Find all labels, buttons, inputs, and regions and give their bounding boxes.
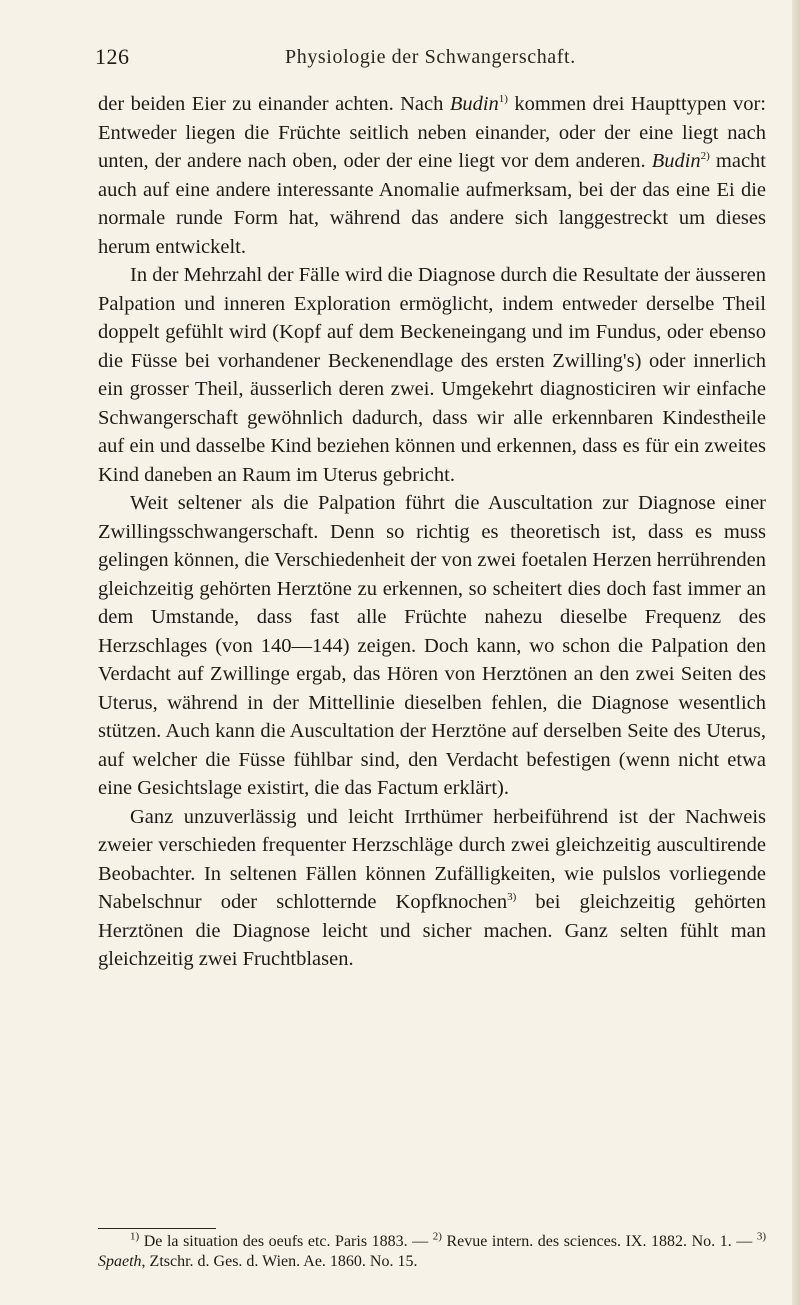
- page-edge-shadow: [792, 0, 800, 1305]
- author-name: Budin: [449, 93, 499, 115]
- footnote-marker: 1): [130, 1230, 140, 1243]
- text-run: Revue intern. des sciences. IX. 1882. No. 1. —: [441, 1233, 757, 1250]
- text-run: Ganz unzuverlässig und leicht Irrthümer herbeiführend ist der Nachweis zweier verschieden frequenter Herzschläge durch zwei gleichzeitig auscultirende Beobachter. In seltenen Fällen können Zufälligkeiten, wie pulslos vorliegende Nabelschnur oder schlotternde Kopfknochen: [98, 805, 766, 913]
- text-run: bei gleichzeitig gehörten Herztönen die Diagnose leicht und sicher machen. Ganz selten fühlt man gleichzeitig zwei Fruchtblasen.: [98, 891, 767, 970]
- footnote-text: [98, 1232, 766, 1272]
- text-run: der beiden Eier zu einander achten. Nach: [98, 93, 450, 115]
- text-run: Weit seltener als die Palpation führt die Auscultation zur Diagnose einer Zwillingsschwangerschaft. Denn so richtig es theoretisch ist, dass es muss gelingen können, die Verschiedenheit der von zwei foetalen Herzen herrührenden gleichzeitig gehörten Herztöne zu erkennen, so scheitert dies doch fast immer an dem Umstande, dass fast alle Früchte nahezu dieselbe Frequenz des Herzschlages (von 140—144) zeigen. Doch kann, wo schon die Palpation den Verdacht auf Zwillinge ergab, das Hören von Herztönen an den zwei Seiten des Uterus, während in der Mittellinie dieselben fehlen, die Diagnose wesentlich stützen. Auch kann die Auscultation der Herztöne auf derselben Seite des Uterus, auf welcher die Füsse fühlbar sind, den Verdacht befestigen (wenn nicht etwa eine Gesichtslage existirt, die das Factum erklärt).: [98, 492, 766, 799]
- author-name: Budin: [651, 150, 701, 172]
- paragraph: [98, 489, 766, 803]
- footnote-marker: 3): [756, 1230, 766, 1243]
- page-number: 126: [95, 44, 130, 69]
- footnote-marker: 3): [507, 891, 517, 904]
- text-run: macht auch auf eine andere interessante Anomalie aufmerksam, bei der das eine Ei die normale runde Form hat, während das andere sich langgestreckt um dieses herum entwickelt.: [98, 150, 766, 258]
- text-run: kommen drei Haupttypen vor: Entweder liegen die Früchte seitlich neben einander, oder der eine liegt nach unten, der andere nach oben, oder der eine liegt vor dem anderen.: [98, 93, 767, 172]
- text-run: In der Mehrzahl der Fälle wird die Diagnose durch die Resultate der äusseren Palpation und inneren Exploration ermöglicht, indem entweder derselbe Theil doppelt gefühlt wird (Kopf auf dem Beckeneingang und im Fundus, oder ebenso die Füsse bei vorhandener Beckenendlage des ersten Zwilling's) oder innerlich ein grosser Theil, äusserlich deren zwei. Umgekehrt diagnosticiren wir einfache Schwangerschaft gewöhnlich dadurch, dass wir alle erkennbaren Kindestheile auf ein und dasselbe Kind beziehen können und erkennen, dass es für ein zweites Kind daneben an Raum im Uterus gebricht.: [98, 264, 766, 486]
- page-header: [95, 44, 765, 74]
- footnote-marker: 2): [432, 1230, 442, 1243]
- text-run: , Ztschr. d. Ges. d. Wien. Ae. 1860. No. 15.: [141, 1253, 418, 1270]
- body-text: [98, 90, 766, 974]
- footnotes: [98, 1232, 766, 1272]
- text-run: De la situation des oeufs etc. Paris 1883. —: [139, 1233, 433, 1250]
- paragraph: [98, 803, 766, 974]
- paragraph: [98, 261, 766, 489]
- footnote-rule: [98, 1228, 216, 1229]
- author-name: Spaeth: [98, 1253, 142, 1270]
- footnote-marker: 1): [498, 93, 508, 106]
- footnote-marker: 2): [700, 150, 710, 163]
- running-title: Physiologie der Schwangerschaft.: [285, 46, 576, 68]
- paragraph: [98, 90, 766, 261]
